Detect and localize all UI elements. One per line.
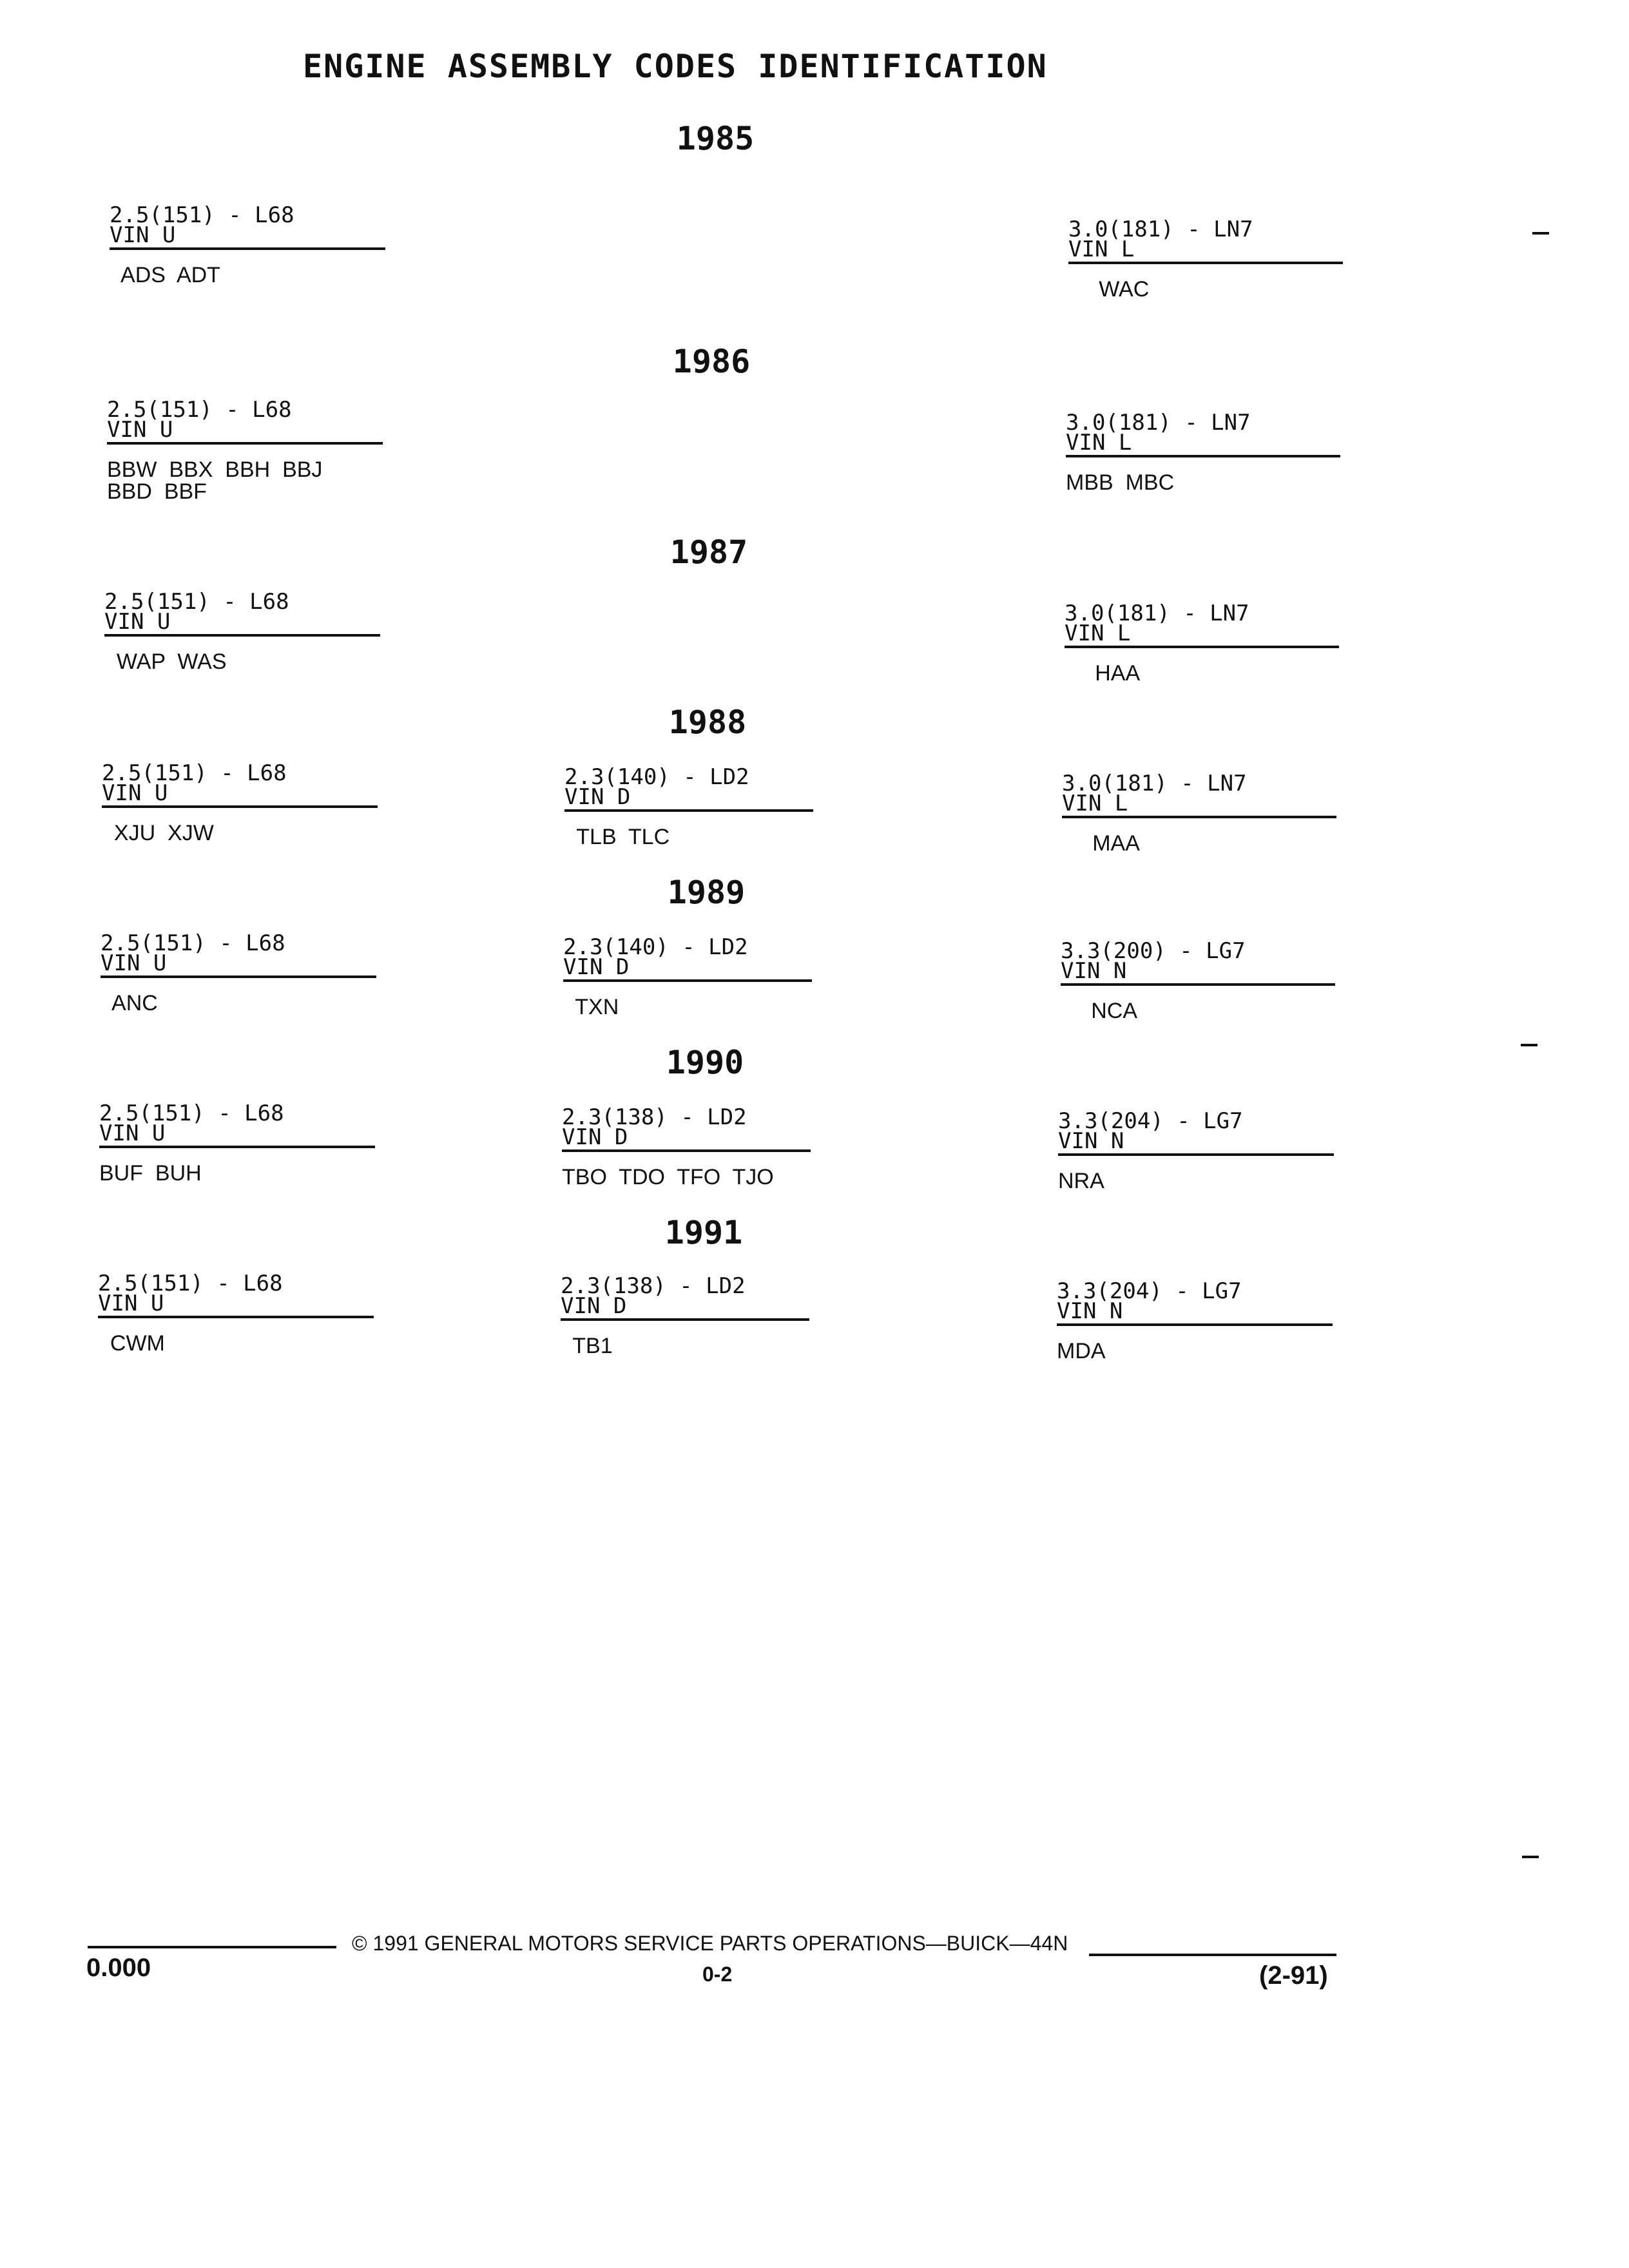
margin-mark (1522, 1856, 1539, 1858)
engine-block (99, 1100, 375, 1186)
vin-code: VIN U (98, 1291, 164, 1316)
engine-block (1058, 1108, 1334, 1193)
page-title: ENGINE ASSEMBLY CODES IDENTIFICATION (303, 48, 1048, 85)
engine-size: 2.5(151) - L68 (104, 589, 289, 615)
vin-code: VIN N (1057, 1298, 1123, 1324)
engine-block (1062, 773, 1336, 854)
engine-block (1057, 1278, 1333, 1363)
engine-size: 3.3(204) - LG7 (1058, 1108, 1243, 1134)
engine-size: 2.3(140) - LD2 (563, 934, 748, 960)
engine-block (562, 1104, 811, 1189)
margin-mark (1532, 232, 1549, 235)
engine-block (110, 202, 385, 287)
engine-size: 2.3(140) - LD2 (564, 764, 749, 790)
vin-code: VIN U (107, 417, 173, 443)
assembly-codes: WAP WAS (104, 649, 227, 674)
engine-block (102, 760, 378, 845)
engine-block (107, 399, 383, 503)
vin-code: VIN U (102, 780, 168, 806)
engine-size: 2.5(151) - L68 (110, 202, 294, 228)
year-heading-1987: 1987 (670, 533, 748, 571)
assembly-codes: TXN (563, 995, 619, 1019)
assembly-codes: MDA (1057, 1339, 1106, 1363)
footer-rule-right (1089, 1954, 1336, 1956)
margin-mark (1521, 1044, 1537, 1046)
engine-block (1068, 216, 1343, 302)
engine-block (1061, 938, 1335, 1023)
assembly-codes: NCA (1061, 999, 1138, 1023)
engine-size: 3.0(181) - LN7 (1066, 410, 1251, 436)
footer-rule-left (88, 1946, 336, 1948)
engine-size: 3.3(204) - LG7 (1057, 1278, 1242, 1304)
engine-block (104, 591, 380, 673)
assembly-codes: HAA (1065, 661, 1141, 686)
vin-code: VIN N (1058, 1128, 1124, 1154)
engine-size: 2.5(151) - L68 (101, 930, 285, 956)
assembly-codes: MBB MBC (1066, 470, 1175, 495)
assembly-codes: TB1 (561, 1334, 613, 1358)
footer-section-number: 0.000 (86, 1954, 151, 1982)
assembly-codes: XJU XJW (102, 821, 214, 845)
vin-code: VIN D (561, 1293, 627, 1319)
engine-block (561, 1273, 809, 1358)
assembly-codes: ANC (101, 991, 158, 1015)
vin-code: VIN L (1065, 620, 1131, 646)
year-heading-1990: 1990 (666, 1044, 744, 1081)
vin-code: VIN U (99, 1120, 166, 1146)
vin-code: VIN L (1068, 236, 1135, 262)
assembly-codes: TBO TDO TFO TJO (562, 1165, 774, 1189)
engine-block (564, 764, 813, 849)
vin-code: VIN D (564, 784, 631, 810)
assembly-codes: BBW BBX BBH BBJ BBD BBF (107, 457, 323, 504)
engine-size: 3.0(181) - LN7 (1062, 771, 1247, 796)
assembly-codes: BUF BUH (99, 1161, 202, 1186)
assembly-codes: CWM (98, 1331, 165, 1356)
engine-block (98, 1273, 374, 1354)
vin-code: VIN U (101, 950, 167, 976)
assembly-codes: WAC (1068, 277, 1150, 302)
vin-code: VIN L (1066, 430, 1132, 456)
vin-code: VIN L (1062, 791, 1128, 816)
year-heading-1989: 1989 (667, 874, 746, 911)
assembly-codes: TLB TLC (564, 825, 670, 849)
assembly-codes: ADS ADT (110, 263, 220, 287)
footer-copyright: © 1991 GENERAL MOTORS SERVICE PARTS OPERATIONS—BUICK—44N (352, 1932, 1068, 1955)
engine-block (101, 930, 376, 1015)
vin-code: VIN D (562, 1124, 628, 1150)
engine-size: 2.5(151) - L68 (98, 1271, 283, 1296)
engine-size: 2.5(151) - L68 (107, 397, 292, 423)
year-heading-1988: 1988 (668, 704, 747, 741)
assembly-codes: NRA (1058, 1169, 1104, 1193)
vin-code: VIN D (563, 954, 630, 980)
engine-size: 3.0(181) - LN7 (1065, 601, 1249, 626)
engine-size: 2.3(138) - LD2 (561, 1273, 746, 1299)
engine-block (563, 934, 812, 1019)
engine-block (1066, 412, 1340, 494)
vin-code: VIN U (104, 609, 171, 635)
engine-size: 2.3(138) - LD2 (562, 1104, 747, 1130)
year-heading-1986: 1986 (672, 343, 751, 380)
footer-page-number: 0-2 (702, 1963, 733, 1986)
year-heading-1985: 1985 (676, 120, 755, 157)
assembly-codes: MAA (1062, 831, 1140, 856)
engine-size: 3.3(200) - LG7 (1061, 938, 1246, 964)
vin-code: VIN U (110, 222, 176, 248)
engine-block (1065, 603, 1339, 684)
engine-size: 2.5(151) - L68 (99, 1100, 284, 1126)
engine-size: 3.0(181) - LN7 (1068, 216, 1253, 242)
year-heading-1991: 1991 (664, 1214, 743, 1251)
engine-size: 2.5(151) - L68 (102, 760, 287, 786)
vin-code: VIN N (1061, 958, 1127, 984)
footer-revision-date: (2-91) (1259, 1961, 1328, 1990)
